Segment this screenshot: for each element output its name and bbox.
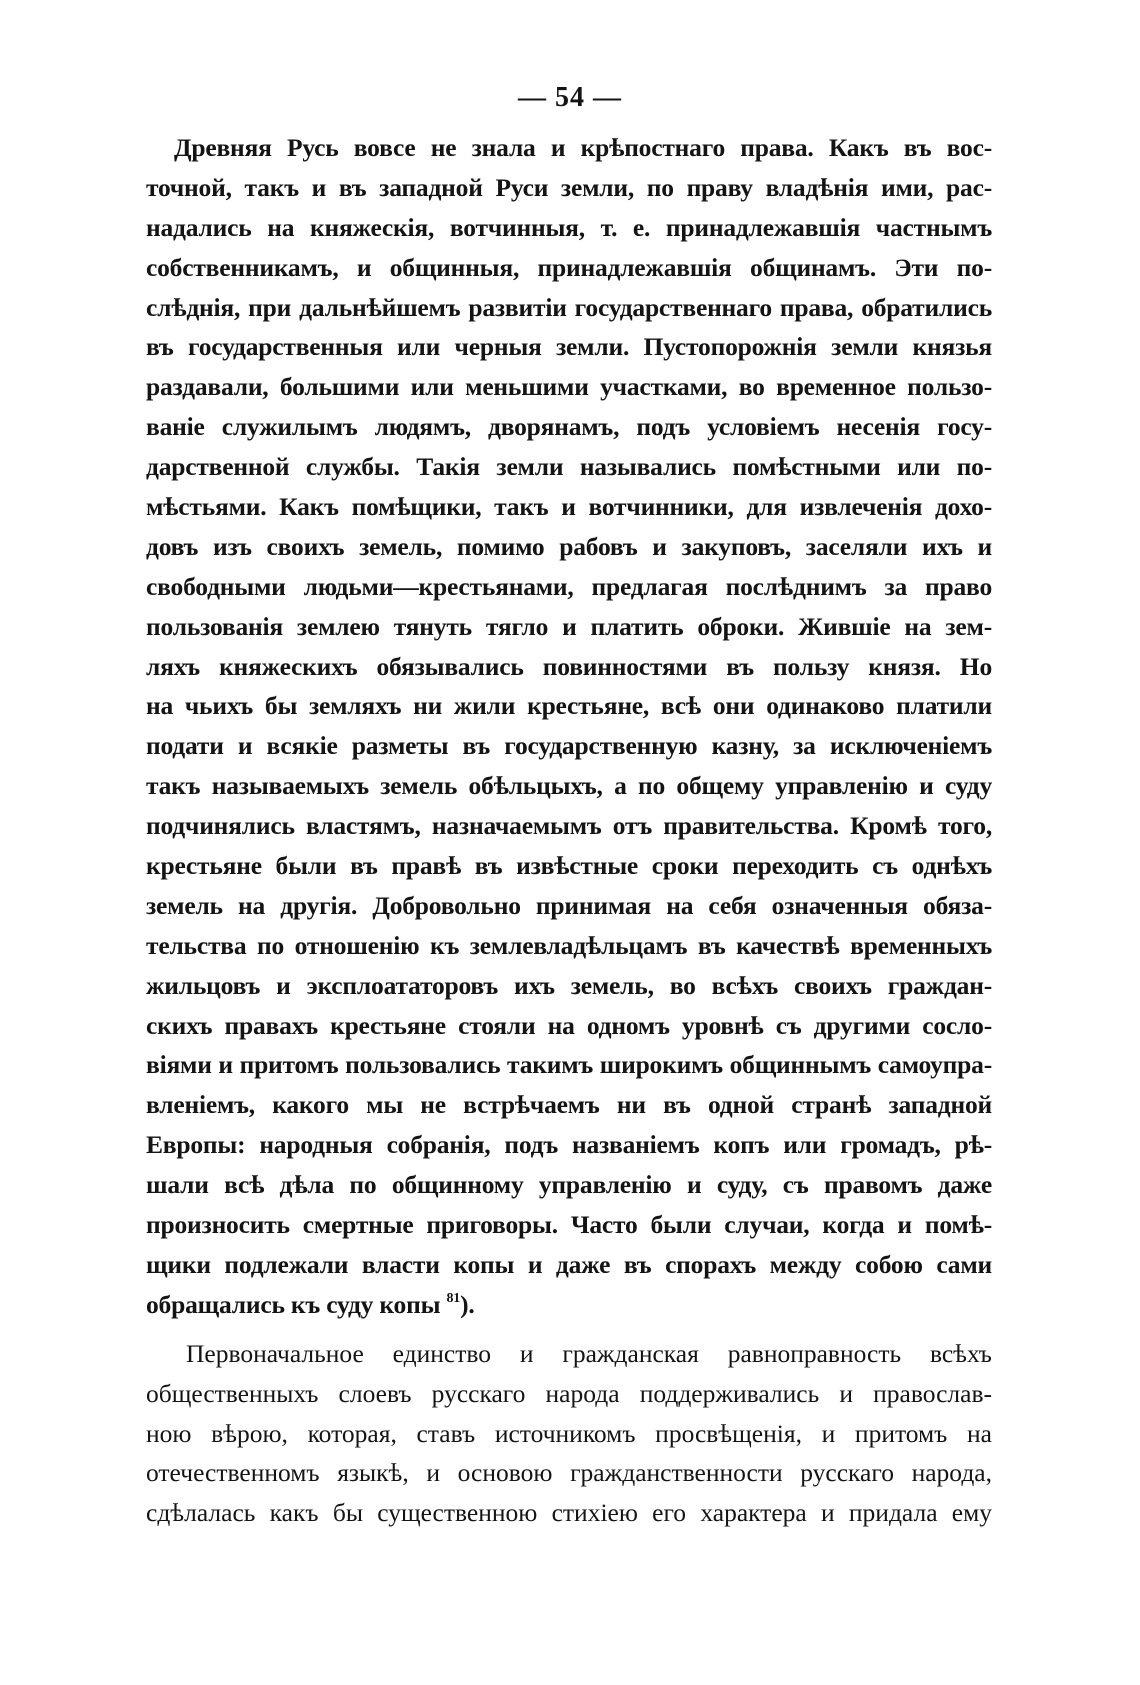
text-line [146, 1165, 992, 1205]
text-line [146, 128, 992, 168]
line-text: подчинялись властямъ, назначаемымъ отъ правительства. Кромѣ того, [146, 811, 992, 841]
text-line [146, 1285, 992, 1325]
paragraph-1 [146, 128, 992, 1325]
line-text: віями и притомъ пользовались такимъ широкимъ общиннымъ самоупра- [146, 1050, 992, 1080]
text-line [146, 567, 992, 607]
text-line [146, 367, 992, 407]
text-line [146, 1245, 992, 1285]
line-text: обращались къ суду копы [146, 1289, 441, 1319]
text-line [146, 647, 992, 687]
text-line [146, 1085, 992, 1125]
line-text: произносить смертные приговоры. Часто были случаи, когда и помѣ- [146, 1210, 992, 1240]
footnote-marker: 81 [446, 1290, 461, 1306]
line-text: щики подлежали власти копы и даже въ спорахъ между собою сами [146, 1249, 992, 1279]
line-text: земель на другія. Добровольно принимая на себя означенныя обяза- [146, 890, 992, 920]
line-text: Европы: народныя собранія, подъ названіемъ копъ или громадъ, рѣ- [146, 1130, 992, 1160]
closing-punctuation: ). [460, 1289, 475, 1319]
text-line [146, 1374, 992, 1414]
paragraph-2 [146, 1334, 992, 1533]
line-text: подати и всякіе разметы въ государственную казну, за исключеніемъ [146, 731, 992, 761]
line-text: общественныхъ слоевъ русскаго народа поддерживались и православ- [146, 1378, 992, 1408]
text-line [146, 1125, 992, 1165]
line-text: сдѣлалась какъ бы существенною стихіею его характера и придала ему [146, 1498, 992, 1528]
line-text: ваніе служилымъ людямъ, дворянамъ, подъ условіемъ несенія госу- [146, 412, 992, 442]
line-text: Древняя Русь вовсе не знала и крѣпостнаго права. Какъ въ вос- [174, 133, 992, 162]
line-text: мѣстьями. Какъ помѣщики, такъ и вотчинники, для извлеченія дохо- [146, 492, 992, 522]
text-line [146, 766, 992, 806]
text-line [146, 1414, 992, 1454]
line-text: на чьихъ бы земляхъ ни жили крестьяне, всѣ они одинаково платили [146, 691, 992, 721]
line-text: пользованія землею тянуть тягло и платить оброки. Жившіе на зем- [146, 611, 992, 641]
line-text: такъ называемыхъ земель обѣльцыхъ, а по общему управленію и суду [146, 771, 992, 801]
text-line [146, 208, 992, 248]
text-line [146, 1493, 992, 1533]
text-line [146, 288, 992, 328]
text-line [146, 327, 992, 367]
text-line [146, 806, 992, 846]
line-text: вленіемъ, какого мы не встрѣчаемъ ни въ одной странѣ западной [146, 1090, 992, 1120]
text-line [146, 1453, 992, 1493]
text-line [146, 1045, 992, 1085]
text-line [146, 726, 992, 766]
line-text: жильцовъ и эксплоататоровъ ихъ земель, во всѣхъ своихъ граждан- [146, 970, 992, 1000]
line-text: собственникамъ, и общинныя, принадлежавшія общинамъ. Эти по- [146, 252, 992, 282]
text-line [146, 1334, 992, 1374]
text-line [146, 168, 992, 208]
line-text: отечественномъ языкѣ, и основою гражданственности русскаго народа, [146, 1458, 992, 1488]
line-text: тельства по отношенію къ землевладѣльцамъ въ качествѣ временныхъ [146, 930, 992, 960]
text-line [146, 966, 992, 1006]
text-line [146, 487, 992, 527]
text-line [146, 846, 992, 886]
line-text: шали всѣ дѣла по общинному управленію и суду, съ правомъ даже [146, 1170, 992, 1200]
text-line [146, 527, 992, 567]
line-text: слѣднія, при дальнѣйшемъ развитіи государственнаго права, обратились [146, 292, 992, 322]
text-line [146, 686, 992, 726]
line-text: скихъ правахъ крестьяне стояли на одномъ уровнѣ съ другими сосло- [146, 1010, 992, 1040]
page-number: — 54 — [518, 82, 622, 113]
text-line [146, 1205, 992, 1245]
line-text: въ государственныя или черныя земли. Пустопорожнія земли князья [146, 332, 992, 362]
line-text: ляхъ княжескихъ обязывались повинностями въ пользу князя. Но [146, 651, 992, 681]
line-text: довъ изъ своихъ земель, помимо рабовъ и закуповъ, заселяли ихъ и [146, 531, 992, 561]
line-text: точной, такъ и въ западной Руси земли, по праву владѣнія ими, рас- [146, 172, 992, 202]
text-line [146, 886, 992, 926]
text-line [146, 407, 992, 447]
text-body [146, 128, 992, 1533]
line-text: раздавали, большими или меньшими участками, во временное пользо- [146, 372, 992, 402]
text-line [146, 607, 992, 647]
text-line [146, 1006, 992, 1046]
text-line [146, 248, 992, 288]
line-text: свободными людьми—крестьянами, предлагая послѣднимъ за право [146, 571, 992, 601]
line-text: дарственной службы. Такія земли назывались помѣстными или по- [146, 452, 992, 482]
line-text: надались на княжескія, вотчинныя, т. е. принадлежавшія частнымъ [146, 212, 992, 242]
line-text: ною вѣрою, которая, ставъ источникомъ просвѣщенія, и притомъ на [146, 1418, 992, 1448]
text-line [146, 926, 992, 966]
line-text: Первоначальное единство и гражданская равноправность всѣхъ [186, 1338, 992, 1368]
line-text: крестьяне были въ правѣ въ извѣстные сроки переходить съ однѣхъ [146, 851, 992, 881]
text-line [146, 447, 992, 487]
